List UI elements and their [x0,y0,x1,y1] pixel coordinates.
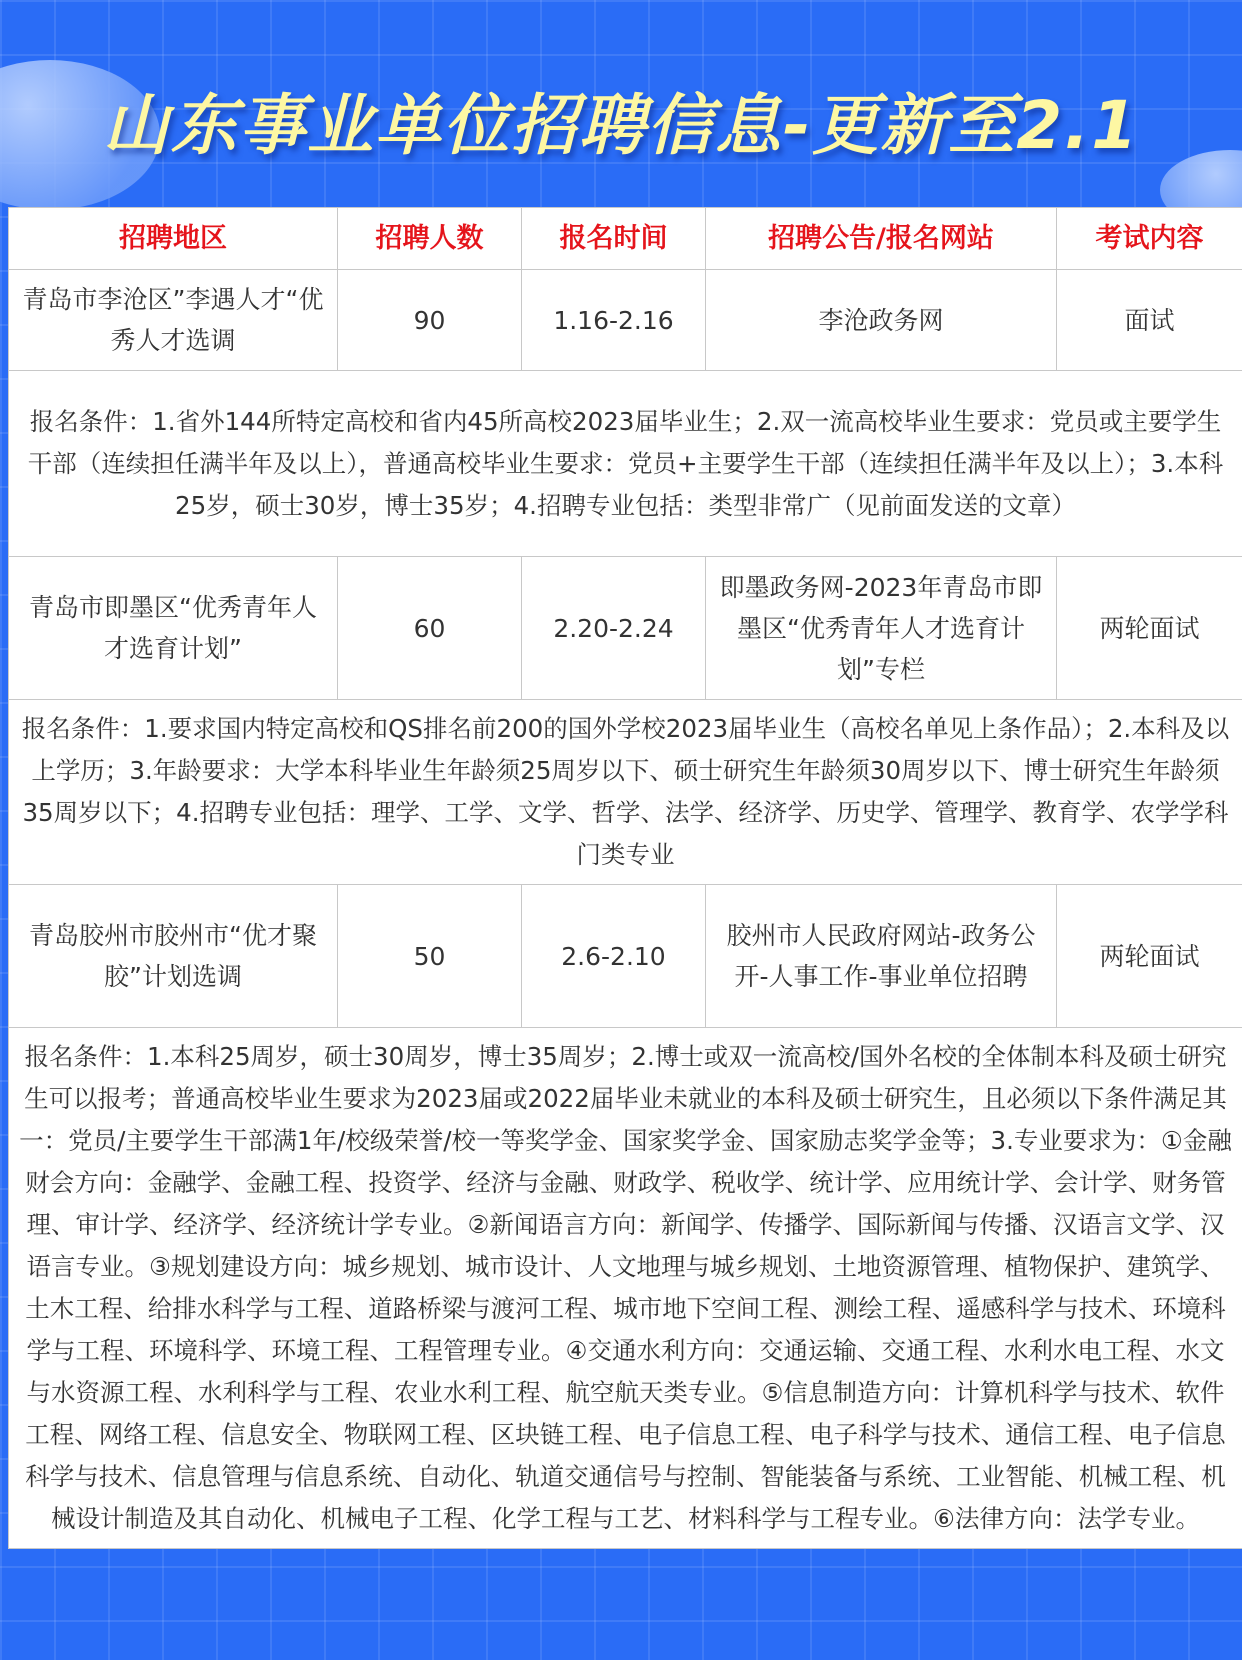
conditions-row [9,700,1242,885]
region-cell: 青岛胶州市胶州市“优才聚胶”计划选调 [9,885,338,1028]
time-cell: 2.6-2.10 [522,885,706,1028]
conditions-row [9,371,1242,557]
time-cell: 2.20-2.24 [522,557,706,700]
table-header [9,208,1242,270]
page-title: 山东事业单位招聘信息-更新至2.1 [102,87,1140,164]
header-time: 报名时间 [522,208,706,270]
count-cell: 90 [338,270,522,371]
site-cell: 胶州市人民政府网站-政务公开-人事工作-事业单位招聘 [706,885,1057,1028]
conditions-row [9,1028,1242,1549]
header-site: 招聘公告/报名网站 [706,208,1057,270]
time-cell: 1.16-2.16 [522,270,706,371]
header-region: 招聘地区 [9,208,338,270]
region-cell: 青岛市李沧区”李遇人才“优秀人才选调 [9,270,338,371]
count-cell: 60 [338,557,522,700]
table-row [9,270,1242,371]
recruitment-table [8,207,1242,1549]
table-row [9,885,1242,1028]
site-cell: 李沧政务网 [706,270,1057,371]
header-exam: 考试内容 [1057,208,1242,270]
header-count: 招聘人数 [338,208,522,270]
conditions-cell: 报名条件：1.要求国内特定高校和QS排名前200的国外学校2023届毕业生（高校名单见上条作品）；2.本科及以上学历；3.年龄要求：大学本科毕业生年龄须25周岁以下、硕士研究生年龄须30周岁以下、博士研究生年龄须35周岁以下；4.招聘专业包括：理学、工学、文学、哲学、法学、经济学、历史学、管理学、教育学、农学学科门类专业 [9,700,1242,885]
site-cell: 即墨政务网-2023年青岛市即墨区“优秀青年人才选育计划”专栏 [706,557,1057,700]
exam-cell: 两轮面试 [1057,557,1242,700]
count-cell: 50 [338,885,522,1028]
region-cell: 青岛市即墨区“优秀青年人才选育计划” [9,557,338,700]
exam-cell: 面试 [1057,270,1242,371]
exam-cell: 两轮面试 [1057,885,1242,1028]
conditions-cell: 报名条件：1.省外144所特定高校和省内45所高校2023届毕业生；2.双一流高校毕业生要求：党员或主要学生干部（连续担任满半年及以上），普通高校毕业生要求：党员+主要学生干部（连续担任满半年及以上）；3.本科25岁，硕士30岁，博士35岁；4.招聘专业包括：类型非常广（见前面发送的文章） [9,371,1242,557]
table-row [9,557,1242,700]
conditions-cell: 报名条件：1.本科25周岁，硕士30周岁，博士35周岁；2.博士或双一流高校/国外名校的全体制本科及硕士研究生可以报考；普通高校毕业生要求为2023届或2022届毕业未就业的本科及硕士研究生，且必须以下条件满足其一：党员/主要学生干部满1年/校级荣誉/校一等奖学金、国家奖学金、国家励志奖学金等；3.专业要求为：①金融财会方向：金融学、金融工程、投资学、经济与金融、财政学、税收学、统计学、应用统计学、会计学、财务管理、审计学、经济学、经济统计学专业。②新闻语言方向：新闻学、传播学、国际新闻与传播、汉语言文学、汉语言专业。③规划建设方向：城乡规划、城市设计、人文地理与城乡规划、土地资源管理、植物保护、建筑学、土木工程、给排水科学与工程、道路桥梁与渡河工程、城市地下空间工程、测绘工程、遥感科学与技术、环境科学与工程、环境科学、环境工程、工程管理专业。④交通水利方向：交通运输、交通工程、水利水电工程、水文与水资源工程、水利科学与工程、农业水利工程、航空航天类专业。⑤信息制造方向：计算机科学与技术、软件工程、网络工程、信息安全、物联网工程、区块链工程、电子信息工程、电子科学与技术、通信工程、电子信息科学与技术、信息管理与信息系统、自动化、轨道交通信号与控制、智能装备与系统、工业智能、机械工程、机械设计制造及其自动化、机械电子工程、化学工程与工艺、材料科学与工程专业。⑥法律方向：法学专业。 [9,1028,1242,1549]
